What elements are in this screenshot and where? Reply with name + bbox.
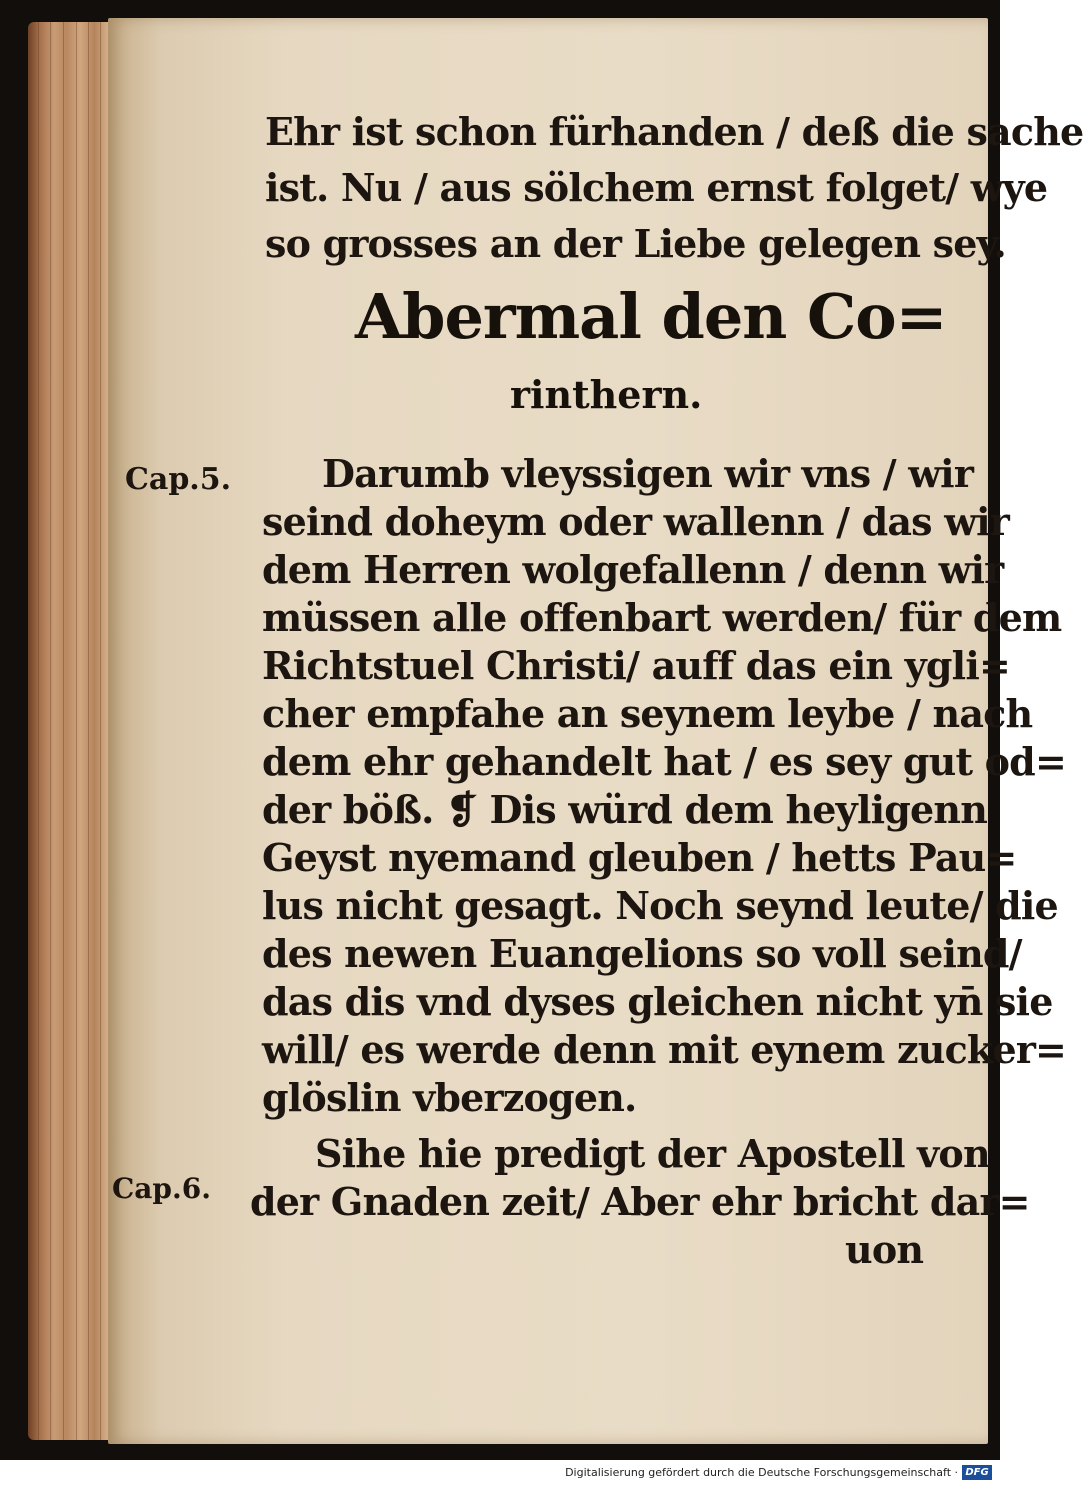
- dfg-logo: DFG: [962, 1465, 992, 1480]
- text-line: dem ehr gehandelt hat / es sey gut od=: [262, 739, 1066, 784]
- section-heading: Abermal den Co=: [355, 280, 947, 353]
- text-line: cher empfahe an seynem leybe / nach: [262, 691, 1033, 736]
- funding-credit: Digitalisierung gefördert durch die Deutsche Forschungsgemeinschaft ·: [565, 1466, 958, 1479]
- text-line: Sihe hie predigt der Apostell von: [315, 1131, 990, 1176]
- text-line: Geyst nyemand gleuben / hetts Pau=: [262, 835, 1017, 880]
- text-line: Richtstuel Christi/ auff das ein ygli=: [262, 643, 1010, 688]
- text-line: glöslin vberzogen.: [262, 1075, 637, 1120]
- text-line: dem Herren wolgefallenn / denn wir: [262, 547, 1004, 592]
- text-line: der böß. ❡ Dis würd dem heyligenn: [262, 787, 988, 832]
- text-line: will/ es werde denn mit eynem zucker=: [262, 1027, 1067, 1072]
- text-line: müssen alle offenbart werden/ für dem: [262, 595, 1062, 640]
- section-heading-continued: rinthern.: [510, 372, 703, 417]
- footer-bar: [0, 1462, 1000, 1485]
- text-line: seind doheym oder wallenn / das wir: [262, 499, 1009, 544]
- margin-note-chapter: Cap.6.: [112, 1172, 211, 1205]
- catchword: uon: [845, 1227, 924, 1272]
- text-line: Darumb vleyssigen wir vns / wir: [322, 451, 974, 496]
- text-line: ist. Nu / aus sölchem ernst folget/ wye: [265, 165, 1048, 210]
- text-line: Ehr ist schon fürhanden / deß die sache: [265, 109, 1083, 154]
- text-line: des newen Euangelions so voll seind/: [262, 931, 1022, 976]
- text-line: so grosses an der Liebe gelegen sey.: [265, 221, 1006, 266]
- text-line: der Gnaden zeit/ Aber ehr bricht dar=: [250, 1179, 1030, 1224]
- text-line: das dis vnd dyses gleichen nicht yn̄ sie: [262, 979, 1053, 1024]
- text-line: lus nicht gesagt. Noch seynd leute/ die: [262, 883, 1058, 928]
- margin-note-chapter: Cap.5.: [125, 462, 232, 497]
